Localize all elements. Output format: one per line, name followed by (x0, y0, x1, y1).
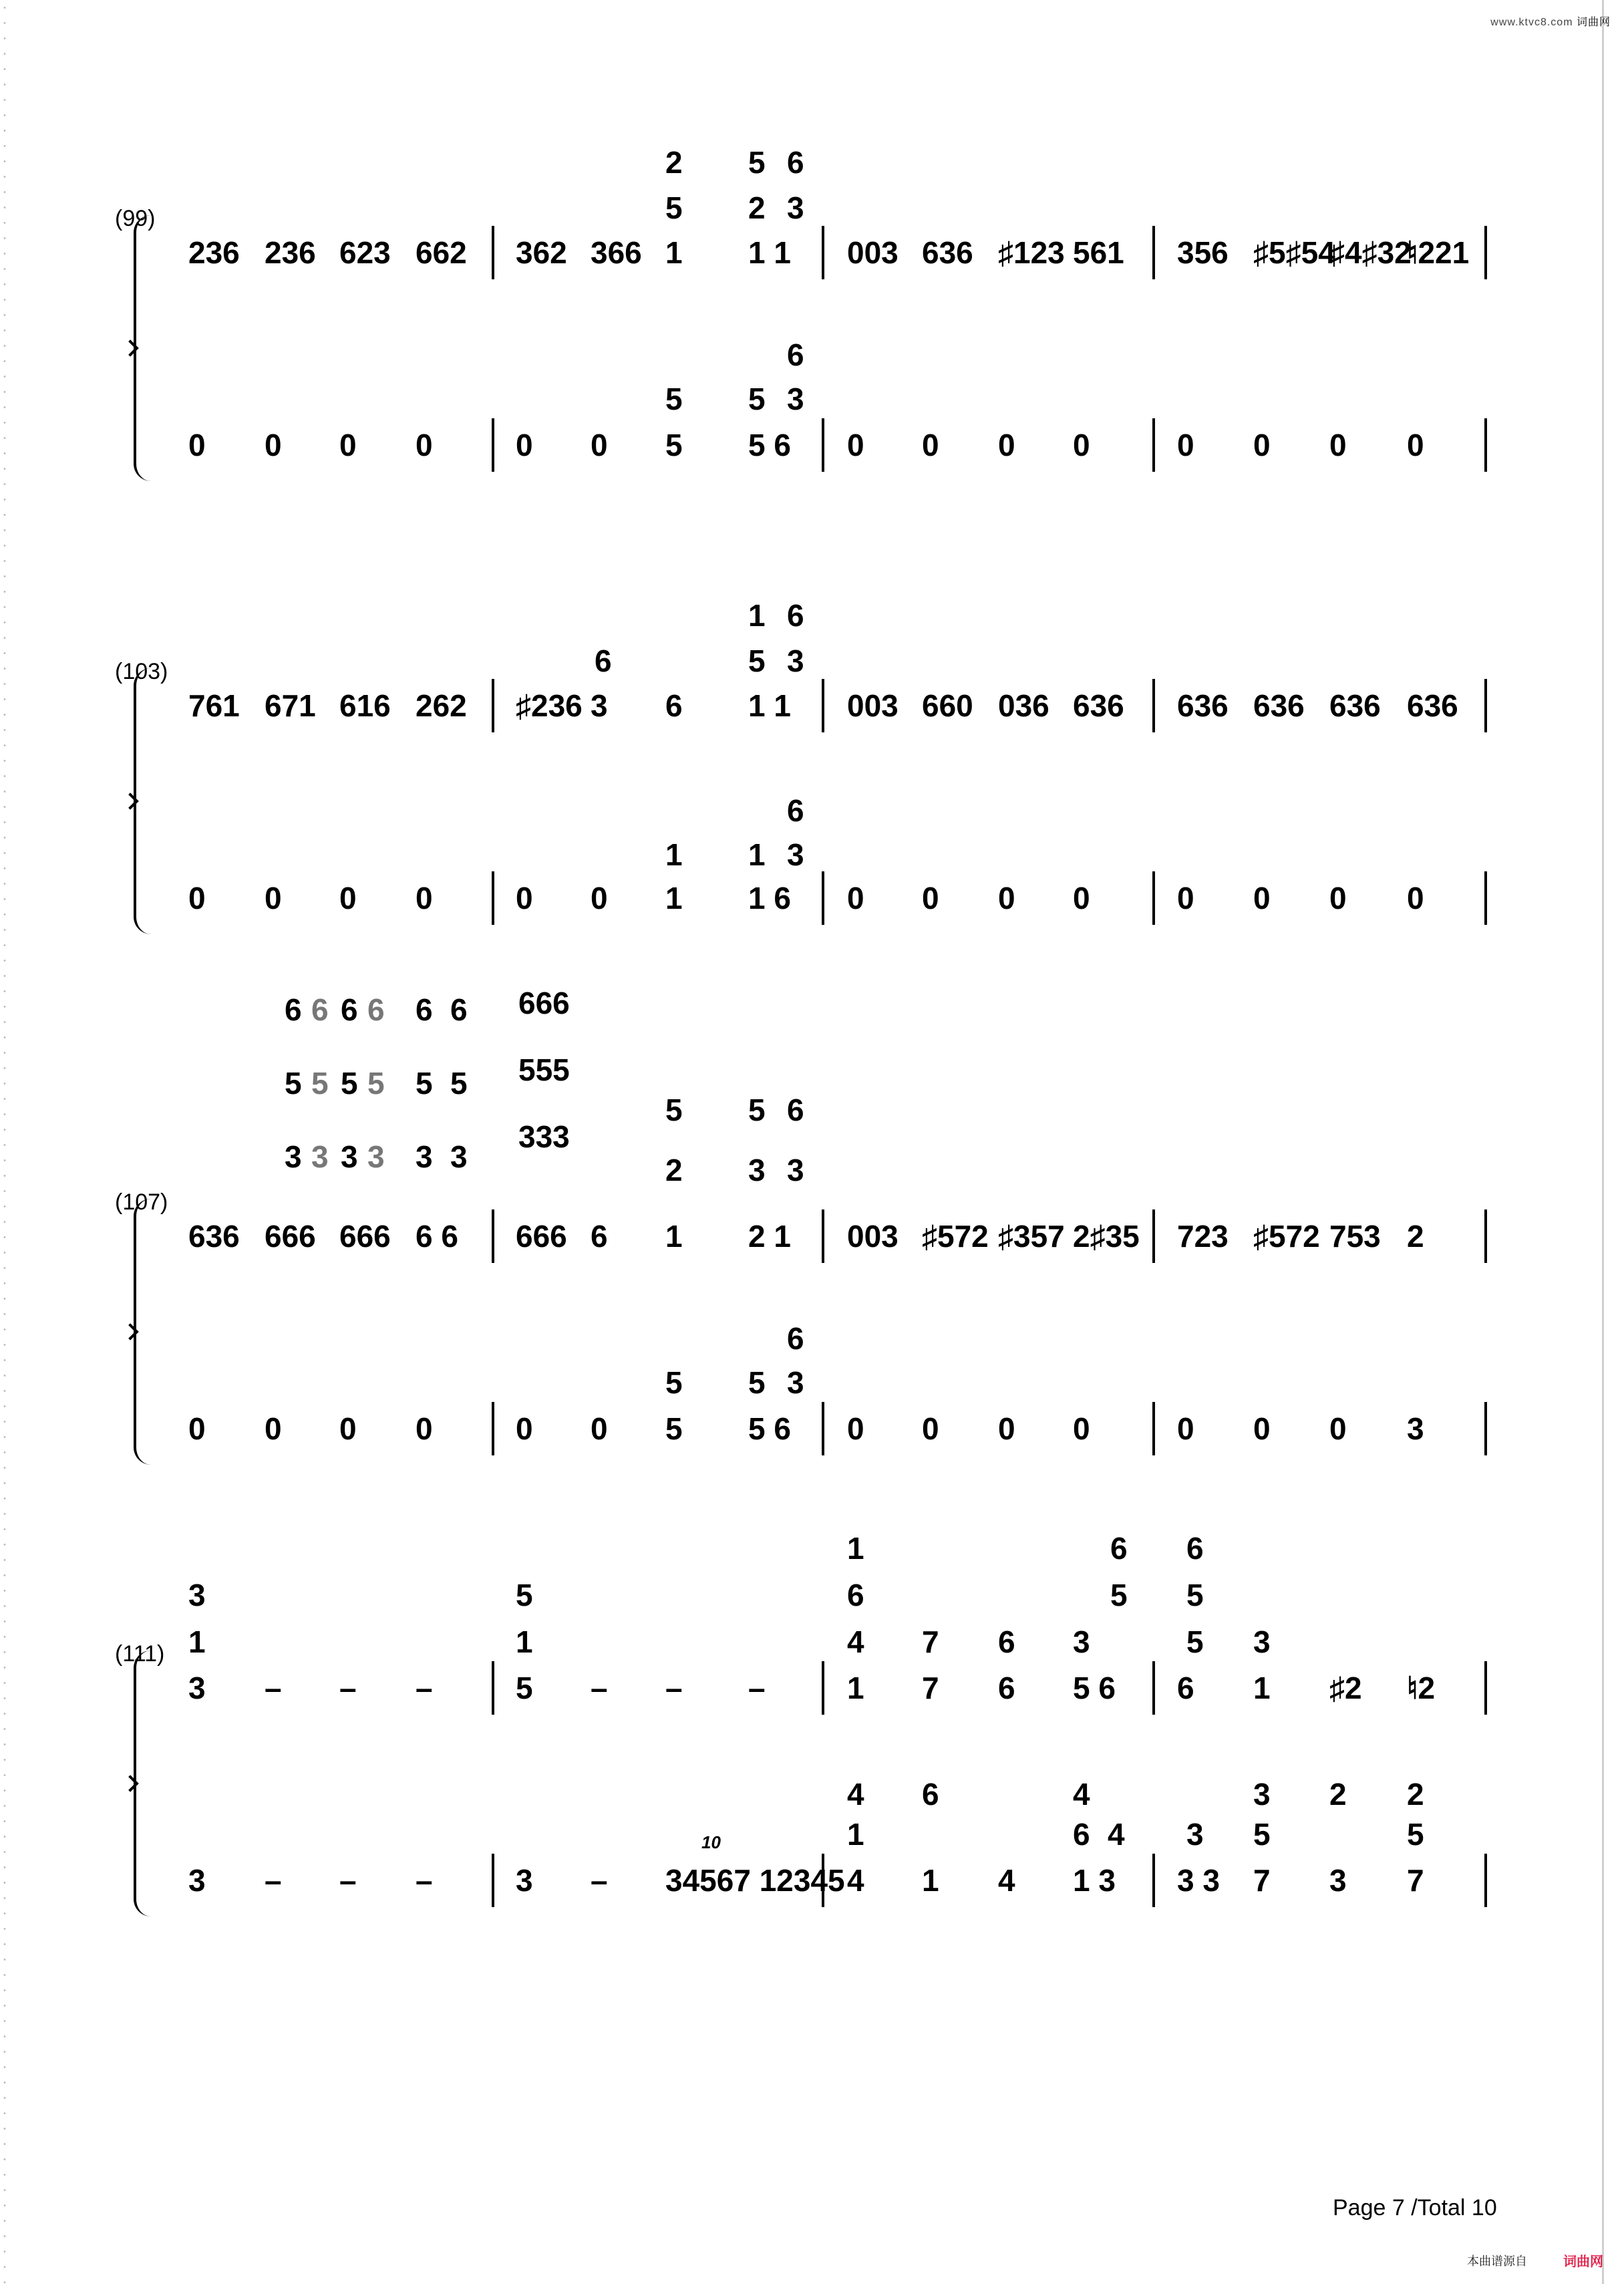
note-group: 0 (1407, 428, 1424, 462)
note-group: 5 6 (748, 428, 791, 462)
chord-note: 5 (665, 190, 683, 225)
note-group: 0 (1073, 1411, 1090, 1446)
note-group: 0 (516, 1411, 533, 1446)
note-group: 666 (516, 1219, 567, 1254)
chord-note: 6 (787, 793, 804, 828)
note-group: 7 (1407, 1863, 1424, 1898)
chord-note: 6 (595, 644, 612, 678)
note-group: 616 (339, 688, 391, 723)
chord-note: 5 (416, 1066, 433, 1101)
measure-number: (107) (115, 1189, 168, 1215)
note-group: 0 (591, 428, 608, 462)
note-group: 003 (847, 688, 899, 723)
note-group: 262 (416, 688, 467, 723)
chord-note: 1 (188, 1624, 206, 1659)
note-group: 0 (1253, 1411, 1271, 1446)
chord-note: 3 (341, 1139, 358, 1174)
chord-note: 3 (450, 1139, 468, 1174)
note-group: 0 (416, 881, 433, 915)
score-system (0, 145, 1624, 474)
chord-note: 6 (787, 337, 804, 372)
footer-logo: 词曲网 (1563, 2255, 1603, 2269)
note-group: 0 (591, 1411, 608, 1446)
note-group: 666 (339, 1219, 391, 1254)
note-group: 0 (339, 881, 357, 915)
note-group: 0 (847, 1411, 864, 1446)
note-group: 3 3 (1177, 1863, 1220, 1898)
note-group: 0 (188, 1411, 206, 1446)
chord-note: 5 (1186, 1624, 1204, 1659)
chord-note: 6 (998, 1624, 1015, 1659)
chord-note: 4 (1073, 1777, 1090, 1812)
chord-note: 2 (665, 145, 683, 180)
note-group: ♯2 (1329, 1671, 1362, 1705)
note-group: 236 (188, 235, 240, 270)
note-group: ♯123 (998, 235, 1065, 270)
chord-note: 3 (416, 1139, 433, 1174)
note-group: 1 (665, 235, 683, 270)
note-group: 3 (188, 1863, 206, 1898)
note-group: 7 (922, 1671, 939, 1705)
chord-note: 2 (1407, 1777, 1424, 1812)
note-group: – (265, 1671, 282, 1705)
note-group: 0 (847, 881, 864, 915)
upper-staff (0, 1664, 1536, 1712)
note-group: ♮221 (1407, 235, 1470, 270)
note-group: 3 (188, 1671, 206, 1705)
note-group: 3 (1407, 1411, 1424, 1446)
chord-note: 6 (285, 992, 302, 1027)
note-group: 0 (188, 428, 206, 462)
note-group: 636 (1407, 688, 1458, 723)
chord-note: 5 (748, 1365, 766, 1400)
chord-note: 6 (787, 145, 804, 180)
note-group: 6 (591, 1219, 608, 1254)
note-group: 6 (1177, 1671, 1194, 1705)
chord-note: 3 (188, 1578, 206, 1612)
note-group: 6 6 (416, 1219, 458, 1254)
measure-number: (111) (115, 1641, 165, 1667)
site-header (1490, 13, 1611, 29)
chord-note: 5 (516, 1578, 533, 1612)
chord-note: 6 (367, 992, 385, 1027)
note-group: 0 (1253, 428, 1271, 462)
measure-number: (103) (115, 659, 168, 684)
chord-note: 5 (1110, 1578, 1128, 1612)
chord-note: 6 (787, 1321, 804, 1356)
note-group: 0 (339, 428, 357, 462)
chord-note: 5 (311, 1066, 329, 1101)
chord-note: 1 (516, 1624, 533, 1659)
note-group: – (748, 1671, 766, 1705)
chord-note: 5 (367, 1066, 385, 1101)
page-indicator: Page 7 /Total 10 (1333, 2195, 1497, 2221)
note-group: 0 (1407, 881, 1424, 915)
chord-note: 555 (518, 1052, 570, 1087)
note-group: 2 1 (748, 1219, 791, 1254)
note-group: 753 (1329, 1219, 1381, 1254)
note-group: 366 (591, 235, 642, 270)
note-group: 6 (998, 1671, 1015, 1705)
note-group: 5 6 (748, 1411, 791, 1446)
note-group: 0 (416, 1411, 433, 1446)
chord-note: 3 (787, 190, 804, 225)
upper-staff (0, 682, 1536, 730)
note-group: 5 (665, 428, 683, 462)
chord-note: 5 (665, 1093, 683, 1127)
upper-staff (0, 1212, 1536, 1260)
note-group: 2♯35 (1073, 1219, 1140, 1254)
note-group: 0 (265, 1411, 282, 1446)
chord-note: 6 (922, 1777, 939, 1812)
note-group: 0 (1073, 881, 1090, 915)
note-group: 0 (1177, 1411, 1194, 1446)
note-group: 1 3 (1073, 1863, 1116, 1898)
note-group: 0 (1073, 428, 1090, 462)
note-group: 5 6 (1073, 1671, 1116, 1705)
chord-note: 6 (847, 1578, 864, 1612)
site-url: www.ktvc8.com (1490, 17, 1573, 28)
lower-staff (0, 421, 1536, 469)
note-group: – (665, 1671, 683, 1705)
note-group: 3 (1329, 1863, 1347, 1898)
footer-source: 本曲谱源自 (1467, 2255, 1527, 2268)
note-group: 0 (188, 881, 206, 915)
note-group: 0 (416, 428, 433, 462)
note-group: 1 (665, 881, 683, 915)
chord-note: 5 (450, 1066, 468, 1101)
note-group: 7 (1253, 1863, 1271, 1898)
chord-note: 4 (847, 1624, 864, 1659)
note-group: 5 (665, 1411, 683, 1446)
chord-note: 666 (518, 986, 570, 1020)
note-group: 3 (516, 1863, 533, 1898)
note-group: 4 (847, 1863, 864, 1898)
note-group: 660 (922, 688, 973, 723)
note-group: – (416, 1671, 433, 1705)
chord-note: 6 (1110, 1531, 1128, 1566)
chord-note: 6 (341, 992, 358, 1027)
chord-note: 5 (748, 1093, 766, 1127)
measure-number: (99) (115, 206, 156, 231)
note-group: 0 (516, 428, 533, 462)
note-group: 636 (1253, 688, 1305, 723)
chord-note: 1 (665, 837, 683, 872)
note-group: 761 (188, 688, 240, 723)
note-group: 636 (1329, 688, 1381, 723)
note-group: 662 (416, 235, 467, 270)
note-group: 0 (591, 881, 608, 915)
chord-note: 1 (847, 1531, 864, 1566)
note-group: 0 (1253, 881, 1271, 915)
note-group: 6 (665, 688, 683, 723)
score-system (0, 598, 1624, 927)
chord-note: 6 (787, 598, 804, 633)
note-group: 0 (1329, 1411, 1347, 1446)
note-group: – (265, 1863, 282, 1898)
note-group: 0 (1329, 428, 1347, 462)
chord-note: 3 (1186, 1817, 1204, 1852)
note-group: 636 (922, 235, 973, 270)
chord-note: 6 (1073, 1817, 1090, 1852)
chord-note: 5 (341, 1066, 358, 1101)
note-group: 0 (1329, 881, 1347, 915)
note-group: – (416, 1863, 433, 1898)
note-group: – (339, 1671, 357, 1705)
chord-note: 7 (922, 1624, 939, 1659)
chord-note: 5 (748, 644, 766, 678)
chord-note: 5 (748, 382, 766, 416)
lower-staff (0, 874, 1536, 922)
note-group: 1 (922, 1863, 939, 1898)
chord-note: 1 (847, 1817, 864, 1852)
note-group: ♯572 (922, 1219, 989, 1254)
chord-note: 6 (416, 992, 433, 1027)
note-group: – (591, 1671, 608, 1705)
note-group: 636 (1073, 688, 1124, 723)
chord-note: 4 (847, 1777, 864, 1812)
note-group: ♯5♯54 (1253, 235, 1335, 270)
note-group: – (591, 1863, 608, 1898)
note-group: ♯236 (516, 688, 583, 723)
note-group: 0 (922, 428, 939, 462)
chord-note: 6 (311, 992, 329, 1027)
chord-note: 333 (518, 1119, 570, 1154)
chord-note: 2 (665, 1153, 683, 1187)
note-group: 0 (1177, 881, 1194, 915)
note-group: 0 (847, 428, 864, 462)
note-group: – (339, 1863, 357, 1898)
chord-note: 3 (787, 644, 804, 678)
note-group: 1 6 (748, 881, 791, 915)
note-group: 0 (922, 1411, 939, 1446)
chord-note: 5 (665, 382, 683, 416)
chord-note: 5 (748, 145, 766, 180)
chord-note: 5 (665, 1365, 683, 1400)
note-group: 671 (265, 688, 316, 723)
note-group: ♮2 (1407, 1671, 1436, 1705)
score-system (0, 986, 1624, 1458)
chord-note: 4 (1108, 1817, 1125, 1852)
note-group: ♯357 (998, 1219, 1065, 1254)
note-group: 2 (1407, 1219, 1424, 1254)
note-group: 362 (516, 235, 567, 270)
chord-note: 6 (450, 992, 468, 1027)
note-group: 036 (998, 688, 1049, 723)
note-group: 236 (265, 235, 316, 270)
chord-note: 3 (787, 382, 804, 416)
note-group: 0 (998, 1411, 1015, 1446)
chord-note: 6 (787, 1093, 804, 1127)
chord-note: 6 (1186, 1531, 1204, 1566)
note-group: 1 1 (748, 688, 791, 723)
note-group: 723 (1177, 1219, 1229, 1254)
note-group: 636 (1177, 688, 1229, 723)
note-group: ♯572 (1253, 1219, 1320, 1254)
site-brand: 词曲网 (1576, 17, 1611, 28)
chord-note: 2 (1329, 1777, 1347, 1812)
chord-note: 3 (1253, 1624, 1271, 1659)
note-group: 561 (1073, 235, 1124, 270)
note-group: 1 (847, 1671, 864, 1705)
note-group: 003 (847, 1219, 899, 1254)
chord-note: 3 (1073, 1624, 1090, 1659)
note-group: 0 (339, 1411, 357, 1446)
chord-note: 3 (787, 1153, 804, 1187)
note-group: 623 (339, 235, 391, 270)
note-group: 5 (516, 1671, 533, 1705)
note-group: 0 (998, 428, 1015, 462)
upper-staff (0, 229, 1536, 277)
note-group: 4 (998, 1863, 1015, 1898)
note-group: 34567 12345 (665, 1863, 845, 1898)
chord-note: 3 (285, 1139, 302, 1174)
tuplet-number: 10 (701, 1832, 721, 1852)
chord-note: 1 (748, 837, 766, 872)
chord-note: 3 (787, 837, 804, 872)
chord-note: 3 (1253, 1777, 1271, 1812)
chord-note: 3 (311, 1139, 329, 1174)
chord-note: 5 (285, 1066, 302, 1101)
note-group: 0 (998, 881, 1015, 915)
note-group: 666 (265, 1219, 316, 1254)
chord-note: 1 (748, 598, 766, 633)
chord-note: 3 (367, 1139, 385, 1174)
lower-staff (0, 1856, 1536, 1904)
note-group: 003 (847, 235, 899, 270)
chord-note: 3 (787, 1365, 804, 1400)
note-group: 356 (1177, 235, 1229, 270)
chord-note: 5 (1253, 1817, 1271, 1852)
note-group: 3 (591, 688, 608, 723)
note-group: 0 (265, 881, 282, 915)
note-group: 0 (1177, 428, 1194, 462)
note-group: 0 (265, 428, 282, 462)
note-group: 0 (922, 881, 939, 915)
chord-note: 2 (748, 190, 766, 225)
note-group: 1 (665, 1219, 683, 1254)
note-group: 0 (516, 881, 533, 915)
note-group: 1 1 (748, 235, 791, 270)
lower-staff (0, 1405, 1536, 1453)
chord-note: 3 (748, 1153, 766, 1187)
note-group: 636 (188, 1219, 240, 1254)
note-group: ♯4♯32 (1329, 235, 1412, 270)
chord-note: 5 (1407, 1817, 1424, 1852)
chord-note: 5 (1186, 1578, 1204, 1612)
score-system (0, 1531, 1624, 1910)
note-group: 1 (1253, 1671, 1271, 1705)
